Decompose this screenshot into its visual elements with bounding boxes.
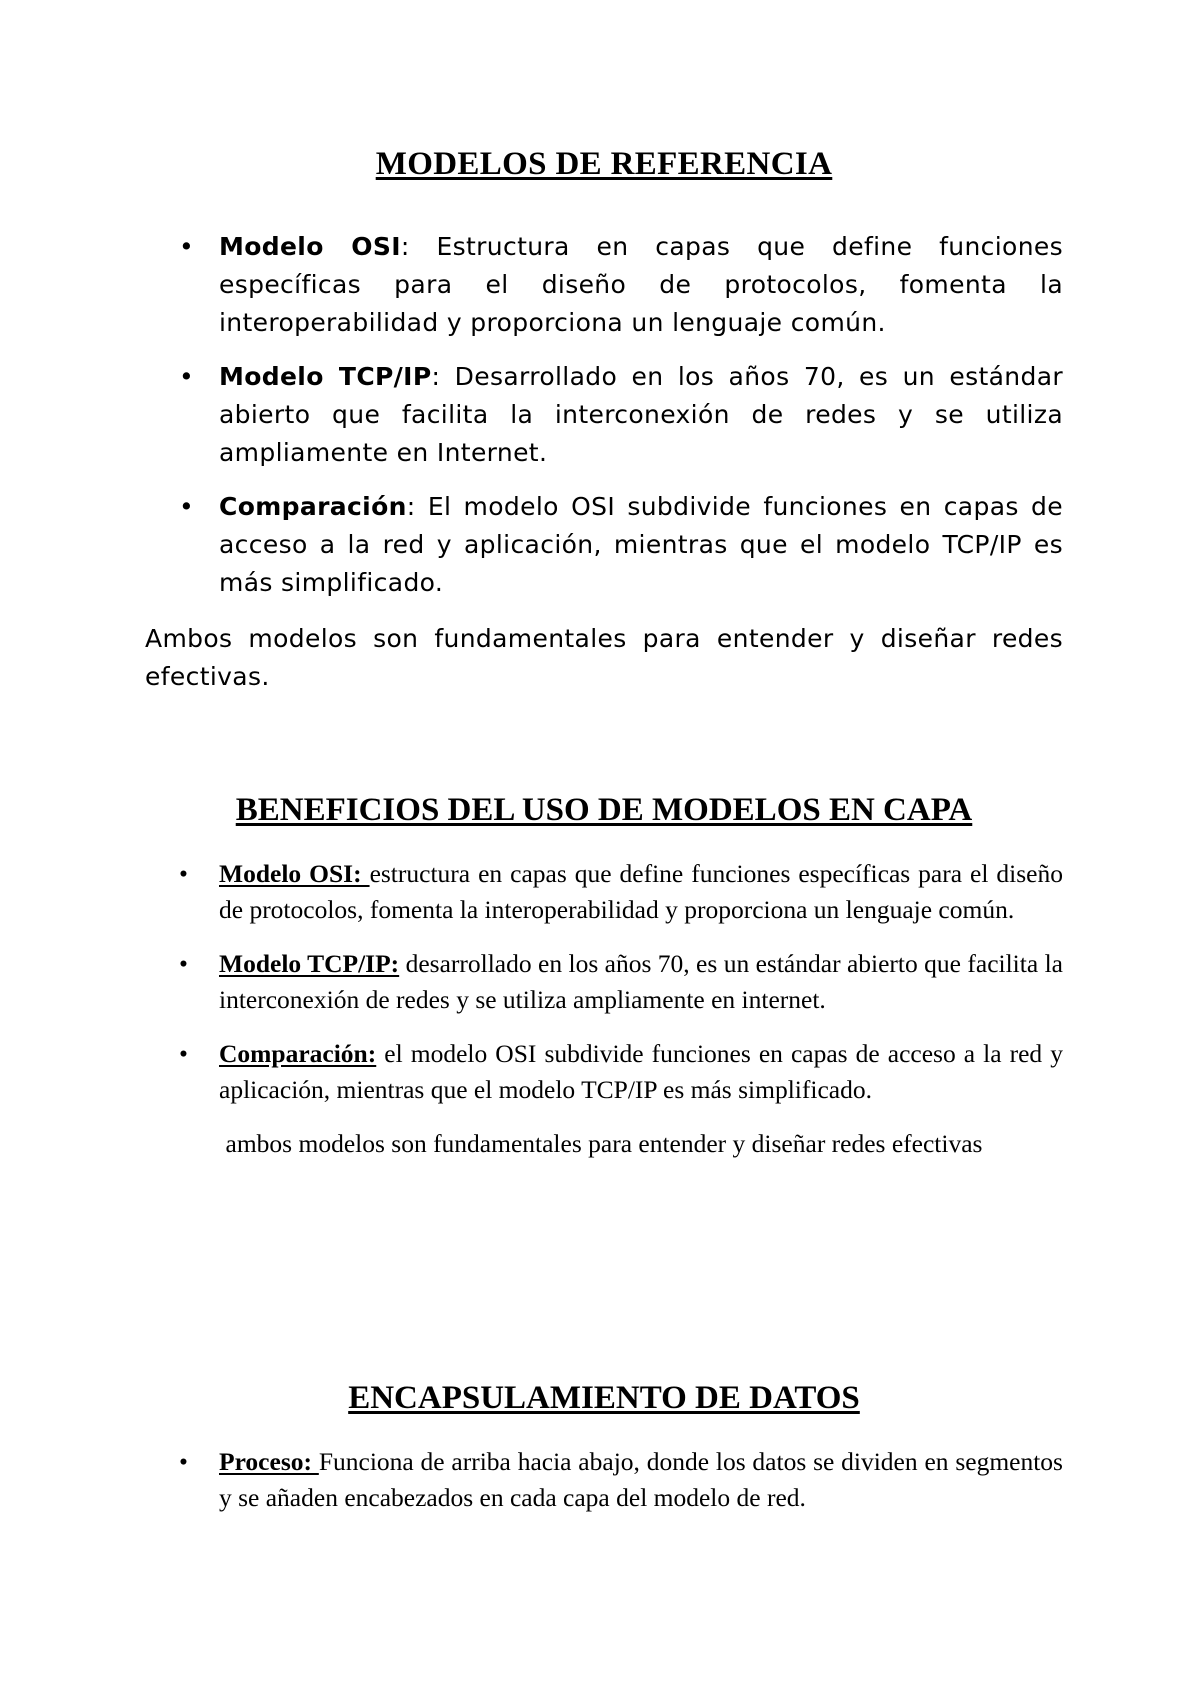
- section-title: ENCAPSULAMIENTO DE DATOS: [348, 1379, 860, 1416]
- item-text: desarrollado en los años 70, es un estándar abierto que facilita la interconexión de redes y se utiliza ampliamente en internet.: [219, 948, 1063, 1014]
- list-item: [145, 228, 1063, 342]
- bullet-list: [145, 856, 1063, 1108]
- list-item: [145, 358, 1063, 472]
- item-term: Modelo TCP/IP: [219, 361, 432, 391]
- section-title: MODELOS DE REFERENCIA: [375, 146, 833, 182]
- section-encapsulamiento: [145, 1380, 1063, 1516]
- list-item: [145, 946, 1063, 1018]
- bullet-icon: •: [179, 231, 195, 261]
- item-term: Comparación: [219, 491, 407, 521]
- item-text: Desarrollado en los años 70, es un estándar abierto que facilita la interconexión de redes y se utiliza ampliamente en Internet.: [219, 361, 1064, 467]
- bullet-list: [145, 228, 1063, 602]
- bullet-icon: •: [179, 361, 195, 391]
- bullet-list: [145, 1444, 1063, 1516]
- item-text: el modelo OSI subdivide funciones en capas de acceso a la red y aplicación, mientras que el modelo TCP/IP es más simplificado.: [219, 1038, 1063, 1104]
- list-item: [145, 488, 1063, 602]
- bullet-icon: •: [179, 1038, 188, 1068]
- item-term: Proceso:: [219, 1446, 319, 1476]
- section-modelos-de-referencia: [145, 146, 1063, 696]
- item-term: Modelo TCP/IP:: [219, 948, 400, 978]
- item-text: estructura en capas que define funciones específicas para el diseño de protocolos, fomenta la interoperabilidad y proporciona un lenguaje común.: [219, 858, 1063, 924]
- item-separator: :: [406, 491, 416, 521]
- item-separator: :: [431, 361, 441, 391]
- section-title: BENEFICIOS DEL USO DE MODELOS EN CAPA: [235, 791, 973, 828]
- bullet-icon: •: [179, 858, 188, 888]
- closing-paragraph: Ambos modelos son fundamentales para entender y diseñar redes efectivas.: [145, 623, 1063, 691]
- list-item: [145, 856, 1063, 928]
- item-text: Funciona de arriba hacia abajo, donde los datos se dividen en segmentos y se añaden encabezados en cada capa del modelo de red.: [219, 1446, 1063, 1512]
- item-separator: :: [400, 231, 410, 261]
- bullet-icon: •: [179, 948, 188, 978]
- item-text: Estructura en capas que define funciones específicas para el diseño de protocolos, fomenta la interoperabilidad y proporciona un lenguaje común.: [219, 231, 1063, 337]
- item-term: Modelo OSI:: [219, 858, 370, 888]
- closing-paragraph: ambos modelos son fundamentales para entender y diseñar redes efectivas: [225, 1128, 983, 1158]
- item-text: El modelo OSI subdivide funciones en capas de acceso a la red y aplicación, mientras que el modelo TCP/IP es más simplificado.: [219, 491, 1063, 597]
- list-item: [145, 1444, 1063, 1516]
- item-term: Modelo OSI: [219, 231, 401, 261]
- bullet-icon: •: [179, 1446, 188, 1476]
- item-term: Comparación:: [219, 1038, 377, 1068]
- section-beneficios: [145, 792, 1063, 1162]
- bullet-icon: •: [179, 491, 195, 521]
- list-item: [145, 1036, 1063, 1108]
